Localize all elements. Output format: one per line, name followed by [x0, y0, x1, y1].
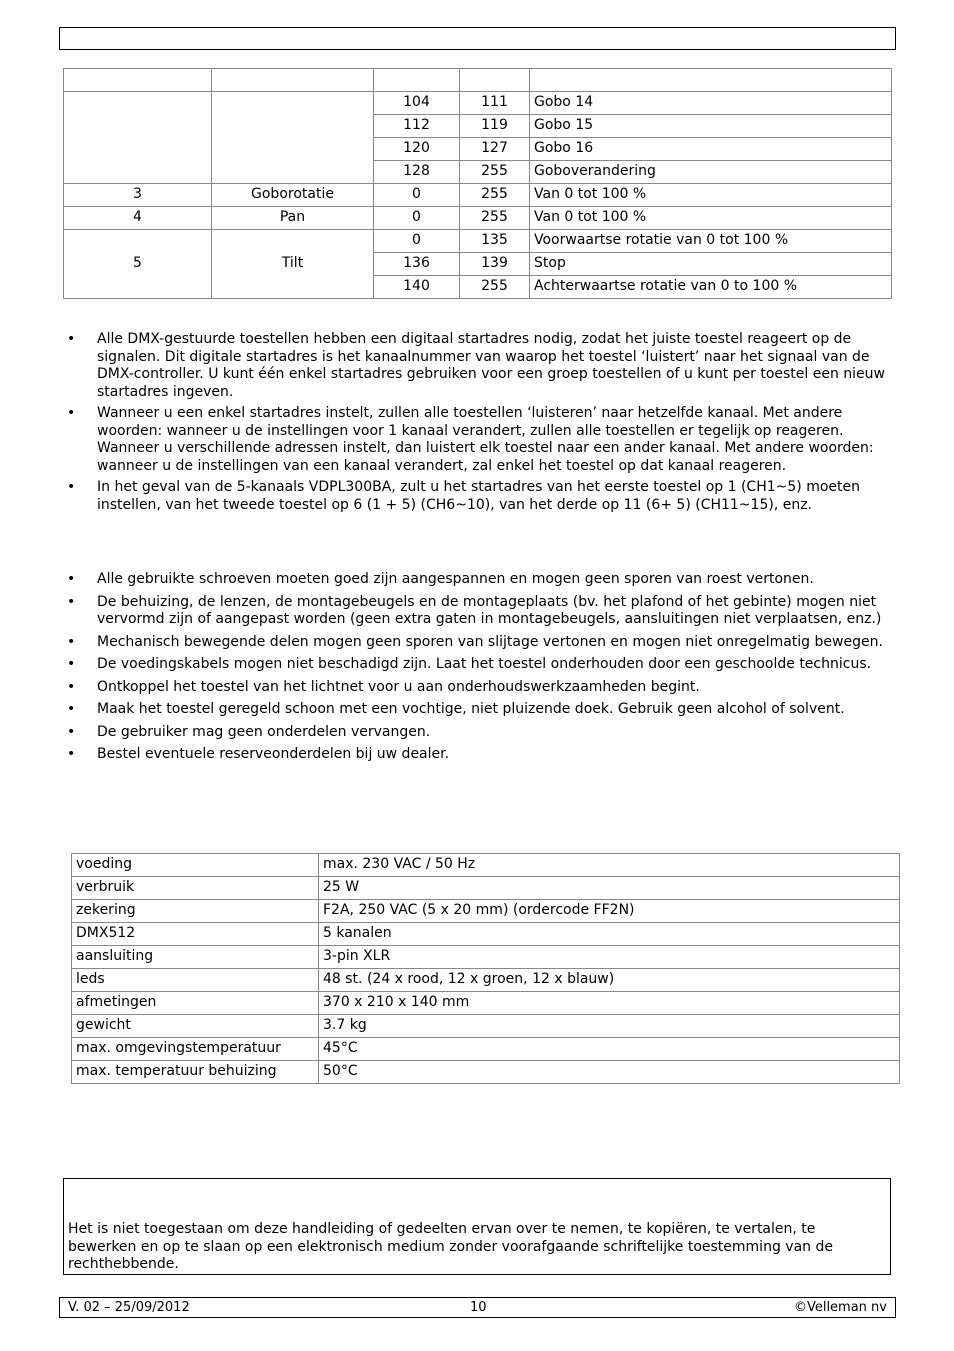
list-item: • Maak het toestel geregeld schoon met een vochtige, niet pluizende doek. Gebruik geen alcohol of solvent.	[63, 701, 891, 719]
channel-cell	[64, 69, 212, 92]
from-value-cell: 120	[374, 138, 460, 161]
channel-cell: 3	[64, 184, 212, 207]
channel-cell: 5	[64, 230, 212, 299]
list-item: • Alle DMX-gestuurde toestellen hebben een digitaal startadres nodig, zodat het juiste toestel reageert op de signalen. Dit digitale startadres is het kanaalnummer van waarop het toestel ‘luistert’ naar het signaal van de DMX-controller. U kunt één enkel startadres gebruiken voor een groep toestellen of u kunt per toestel een nieuw startadres ingeven.	[63, 331, 891, 401]
list-item: • Alle gebruikte schroeven moeten goed zijn aangespannen en mogen geen sporen van roest vertonen.	[63, 571, 891, 589]
maintenance-list	[63, 571, 891, 764]
list-item: • De voedingskabels mogen niet beschadigd zijn. Laat het toestel onderhouden door een geschoolde technicus.	[63, 656, 891, 674]
list-item: • Ontkoppel het toestel van het lichtnet voor u aan onderhoudswerkzaamheden begint.	[63, 679, 891, 697]
spec-value: 48 st. (24 x rood, 12 x groen, 12 x blauw)	[319, 969, 900, 992]
from-value-cell: 140	[374, 276, 460, 299]
function-cell: Pan	[212, 207, 374, 230]
description-cell: Van 0 tot 100 %	[530, 207, 892, 230]
spec-value: F2A, 250 VAC (5 x 20 mm) (ordercode FF2N)	[319, 900, 900, 923]
spec-label: max. temperatuur behuizing	[72, 1061, 319, 1084]
table-row	[64, 69, 892, 92]
list-item: • Bestel eventuele reserveonderdelen bij uw dealer.	[63, 746, 891, 764]
from-value-cell: 112	[374, 115, 460, 138]
description-cell	[530, 69, 892, 92]
description-cell: Gobo 16	[530, 138, 892, 161]
table-row	[72, 854, 900, 877]
dmx-address-list	[63, 331, 891, 514]
table-row	[64, 92, 892, 115]
spec-label: aansluiting	[72, 946, 319, 969]
spec-value: max. 230 VAC / 50 Hz	[319, 854, 900, 877]
table-row	[72, 969, 900, 992]
dmx-channel-table	[63, 68, 892, 299]
description-cell: Stop	[530, 253, 892, 276]
spec-value: 45°C	[319, 1038, 900, 1061]
table-row	[72, 1015, 900, 1038]
to-value-cell: 255	[460, 207, 530, 230]
spec-label: verbruik	[72, 877, 319, 900]
list-item: • De behuizing, de lenzen, de montagebeugels en de montageplaats (bv. het plafond of het gebinte) mogen niet vervormd zijn of aangepast worden (geen extra gaten in montagebeugels, aansluitingen niet verplaatsen, enz.)	[63, 594, 891, 629]
spec-value: 25 W	[319, 877, 900, 900]
list-item: • De gebruiker mag geen onderdelen vervangen.	[63, 724, 891, 742]
list-item: • Mechanisch bewegende delen mogen geen sporen van slijtage vertonen en mogen niet onregelmatig bewegen.	[63, 634, 891, 652]
to-value-cell	[460, 69, 530, 92]
description-cell: Gobo 15	[530, 115, 892, 138]
table-row	[72, 1038, 900, 1061]
from-value-cell: 104	[374, 92, 460, 115]
spec-value: 370 x 210 x 140 mm	[319, 992, 900, 1015]
table-row	[72, 923, 900, 946]
description-cell: Van 0 tot 100 %	[530, 184, 892, 207]
spec-label: zekering	[72, 900, 319, 923]
spec-value: 3.7 kg	[319, 1015, 900, 1038]
table-row	[64, 184, 892, 207]
spec-value: 5 kanalen	[319, 923, 900, 946]
list-item: • Wanneer u een enkel startadres instelt, zullen alle toestellen ‘luisteren’ naar hetzelfde kanaal. Met andere woorden: wanneer u de instellingen voor 1 kanaal verandert, zullen alle toestellen er tegelijk op reageren. Wanneer u verschillende adressen instelt, dan luistert elk toestel naar een ander kanaal. Met andere woorden: wanneer u de instellingen van een kanaal verandert, zal enkel het toestel op dat kanaal reageren.	[63, 405, 891, 475]
function-cell	[212, 92, 374, 184]
to-value-cell: 255	[460, 161, 530, 184]
function-cell: Goborotatie	[212, 184, 374, 207]
table-row	[72, 946, 900, 969]
description-cell: Voorwaartse rotatie van 0 tot 100 %	[530, 230, 892, 253]
spec-label: afmetingen	[72, 992, 319, 1015]
table-row	[72, 992, 900, 1015]
list-item: • In het geval van de 5-kanaals VDPL300BA, zult u het startadres van het eerste toestel op 1 (CH1~5) moeten instellen, van het tweede toestel op 6 (1 + 5) (CH6~10), van het derde op 11 (6+ 5) (CH11~15), enz.	[63, 479, 891, 514]
version-date: V. 02 – 25/09/2012	[68, 1300, 190, 1315]
from-value-cell: 136	[374, 253, 460, 276]
from-value-cell: 128	[374, 161, 460, 184]
spec-label: max. omgevingstemperatuur	[72, 1038, 319, 1061]
channel-cell	[64, 92, 212, 184]
to-value-cell: 255	[460, 184, 530, 207]
to-value-cell: 119	[460, 115, 530, 138]
function-cell	[212, 69, 374, 92]
table-row	[72, 877, 900, 900]
description-cell: Achterwaartse rotatie van 0 to 100 %	[530, 276, 892, 299]
table-row	[64, 207, 892, 230]
spec-label: DMX512	[72, 923, 319, 946]
spec-label: gewicht	[72, 1015, 319, 1038]
to-value-cell: 127	[460, 138, 530, 161]
table-row	[72, 900, 900, 923]
from-value-cell: 0	[374, 184, 460, 207]
channel-cell: 4	[64, 207, 212, 230]
from-value-cell	[374, 69, 460, 92]
table-row	[64, 230, 892, 253]
to-value-cell: 111	[460, 92, 530, 115]
spec-value: 3-pin XLR	[319, 946, 900, 969]
spec-label: voeding	[72, 854, 319, 877]
specifications-table	[71, 853, 900, 1084]
spec-label: leds	[72, 969, 319, 992]
to-value-cell: 139	[460, 253, 530, 276]
function-cell: Tilt	[212, 230, 374, 299]
copyright-text: Het is niet toegestaan om deze handleiding of gedeelten ervan over te nemen, te kopiëren, te vertalen, te bewerken en op te slaan op een elektronisch medium zonder voorafgaande schriftelijke toestemming van de rechthebbende.	[68, 1221, 833, 1272]
to-value-cell: 255	[460, 276, 530, 299]
table-row	[72, 1061, 900, 1084]
from-value-cell: 0	[374, 230, 460, 253]
to-value-cell: 135	[460, 230, 530, 253]
header-box	[59, 27, 896, 50]
description-cell: Goboverandering	[530, 161, 892, 184]
spec-value: 50°C	[319, 1061, 900, 1084]
copyright-box	[63, 1178, 891, 1275]
description-cell: Gobo 14	[530, 92, 892, 115]
copyright-owner: ©Velleman nv	[793, 1300, 887, 1315]
page-footer	[59, 1297, 896, 1318]
from-value-cell: 0	[374, 207, 460, 230]
page-number: 10	[470, 1300, 487, 1315]
